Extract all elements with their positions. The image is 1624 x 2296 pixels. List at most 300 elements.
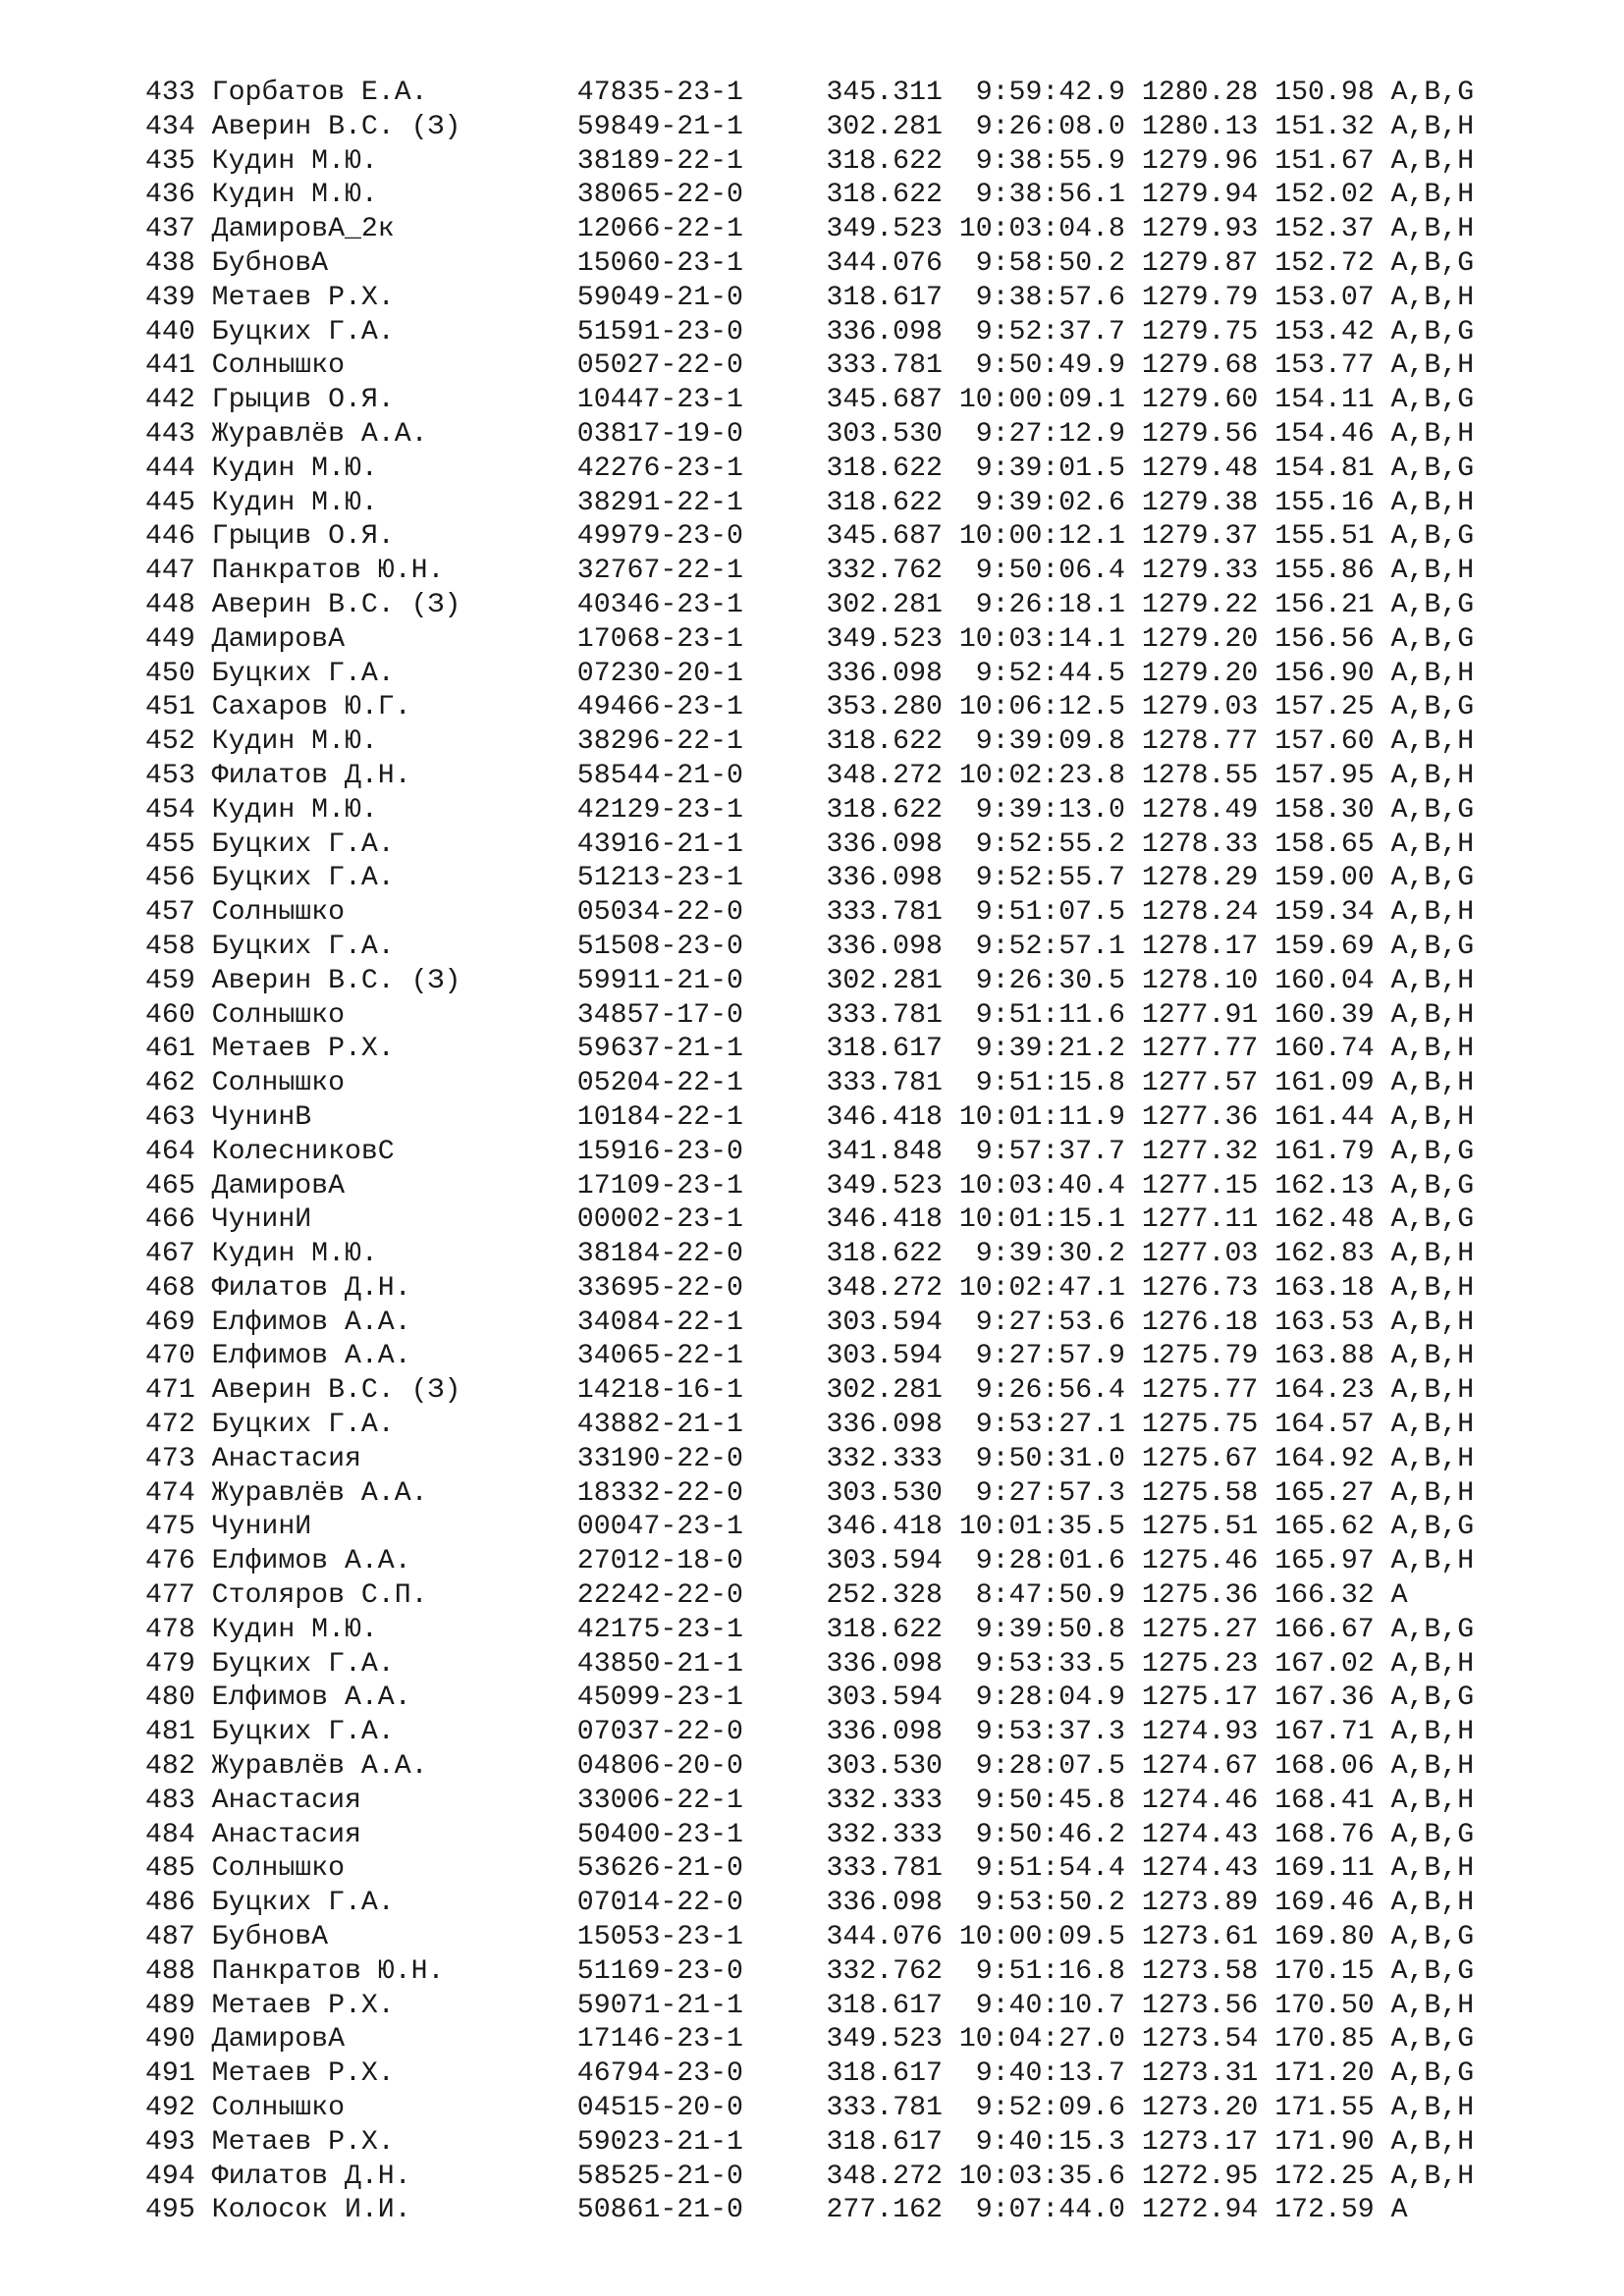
points: 168.06 [1274, 1751, 1375, 1783]
table-row [145, 179, 1474, 213]
points: 161.79 [1274, 1136, 1375, 1167]
participant-name: Кудин М.Ю. [211, 726, 378, 758]
classes: A,B,H [1390, 487, 1475, 518]
ring-number: 22242-22-0 [576, 1580, 743, 1612]
ring-number: 40346-23-1 [576, 589, 743, 620]
points: 164.57 [1274, 1410, 1375, 1441]
table-row [145, 1579, 1474, 1614]
points: 172.59 [1274, 2195, 1375, 2226]
speed: 1277.91 [1141, 999, 1259, 1031]
speed: 1275.77 [1141, 1375, 1259, 1407]
participant-name: Буцких Г.А. [211, 316, 395, 347]
ring-number: 34857-17-0 [576, 999, 743, 1031]
arrival-time: 10:00:09.1 [958, 385, 1125, 416]
distance: 332.762 [826, 556, 943, 587]
arrival-time: 10:00:12.1 [958, 521, 1125, 553]
place-number: 449 [145, 623, 195, 655]
points: 157.25 [1274, 692, 1375, 723]
distance: 303.594 [826, 1682, 943, 1714]
participant-name: Метаев Р.Х. [211, 282, 395, 313]
ring-number: 07037-22-0 [576, 1717, 743, 1748]
points: 160.04 [1274, 965, 1375, 996]
arrival-time: 9:39:50.8 [958, 1614, 1125, 1645]
speed: 1279.20 [1141, 658, 1259, 689]
ring-number: 07014-22-0 [576, 1888, 743, 1919]
classes: A,B,H [1390, 1785, 1475, 1816]
table-row [145, 1307, 1474, 1341]
speed: 1275.79 [1141, 1341, 1259, 1372]
ring-number: 17146-23-1 [576, 2024, 743, 2056]
participant-name: Кудин М.Ю. [211, 1614, 378, 1645]
participant-name: КолесниковС [211, 1136, 395, 1167]
participant-name: Столяров С.П. [211, 1580, 428, 1612]
classes: A,B,H [1390, 999, 1475, 1031]
distance: 333.781 [826, 2093, 943, 2124]
table-row [145, 623, 1474, 658]
distance: 348.272 [826, 1272, 943, 1304]
place-number: 489 [145, 1990, 195, 2021]
arrival-time: 9:39:02.6 [958, 487, 1125, 518]
ring-number: 03817-19-0 [576, 418, 743, 450]
table-row [145, 931, 1474, 965]
participant-name: Кудин М.Ю. [211, 1239, 378, 1270]
participant-name: Кудин М.Ю. [211, 180, 378, 211]
participant-name: Журавлёв А.А. [211, 1477, 428, 1509]
ring-number: 34084-22-1 [576, 1307, 743, 1338]
speed: 1277.57 [1141, 1068, 1259, 1099]
distance: 318.622 [826, 180, 943, 211]
points: 160.39 [1274, 999, 1375, 1031]
place-number: 453 [145, 760, 195, 791]
classes: A,B,H [1390, 556, 1475, 587]
points: 170.50 [1274, 1990, 1375, 2021]
ring-number: 12066-22-1 [576, 214, 743, 245]
classes: A,B,G [1390, 1204, 1475, 1236]
participant-name: Солнышко [211, 897, 345, 929]
place-number: 444 [145, 453, 195, 484]
ring-number: 59849-21-1 [576, 111, 743, 142]
table-row [145, 1238, 1474, 1272]
speed: 1273.17 [1141, 2126, 1259, 2158]
classes: A,B,H [1390, 418, 1475, 450]
table-row [145, 520, 1474, 555]
classes: A,B,H [1390, 180, 1475, 211]
classes: A,B,H [1390, 1888, 1475, 1919]
arrival-time: 8:47:50.9 [958, 1580, 1125, 1612]
place-number: 443 [145, 418, 195, 450]
points: 160.74 [1274, 1034, 1375, 1065]
table-row [145, 1955, 1474, 1990]
table-row [145, 965, 1474, 999]
table-row [145, 316, 1474, 350]
points: 154.46 [1274, 418, 1375, 450]
ring-number: 51213-23-1 [576, 863, 743, 894]
arrival-time: 9:50:31.0 [958, 1443, 1125, 1474]
speed: 1279.38 [1141, 487, 1259, 518]
table-row [145, 1648, 1474, 1682]
points: 169.46 [1274, 1888, 1375, 1919]
points: 162.13 [1274, 1170, 1375, 1201]
classes: A,B,H [1390, 2126, 1475, 2158]
classes: A,B,H [1390, 1375, 1475, 1407]
arrival-time: 9:53:37.3 [958, 1717, 1125, 1748]
arrival-time: 9:58:50.2 [958, 247, 1125, 279]
speed: 1280.13 [1141, 111, 1259, 142]
table-row [145, 1203, 1474, 1238]
arrival-time: 10:00:09.5 [958, 1922, 1125, 1953]
ring-number: 17109-23-1 [576, 1170, 743, 1201]
speed: 1279.68 [1141, 350, 1259, 382]
ring-number: 38065-22-0 [576, 180, 743, 211]
table-row [145, 2092, 1474, 2126]
classes: A,B,H [1390, 1477, 1475, 1509]
participant-name: БубновА [211, 1922, 329, 1953]
place-number: 467 [145, 1239, 195, 1270]
points: 153.77 [1274, 350, 1375, 382]
classes: A,B,G [1390, 1136, 1475, 1167]
place-number: 451 [145, 692, 195, 723]
ring-number: 05204-22-1 [576, 1068, 743, 1099]
points: 161.09 [1274, 1068, 1375, 1099]
distance: 318.617 [826, 2126, 943, 2158]
arrival-time: 9:39:13.0 [958, 794, 1125, 826]
table-row [145, 418, 1474, 453]
speed: 1279.96 [1141, 145, 1259, 177]
arrival-time: 9:38:55.9 [958, 145, 1125, 177]
speed: 1279.03 [1141, 692, 1259, 723]
participant-name: Солнышко [211, 999, 345, 1031]
ring-number: 59911-21-0 [576, 965, 743, 996]
speed: 1273.31 [1141, 2058, 1259, 2090]
table-row [145, 760, 1474, 794]
classes: A,B,H [1390, 1307, 1475, 1338]
arrival-time: 9:38:57.6 [958, 282, 1125, 313]
classes: A,B,H [1390, 214, 1475, 245]
participant-name: Буцких Г.А. [211, 1648, 395, 1680]
place-number: 492 [145, 2093, 195, 2124]
distance: 349.523 [826, 623, 943, 655]
speed: 1273.20 [1141, 2093, 1259, 2124]
classes: A,B,H [1390, 897, 1475, 929]
classes: A,B,G [1390, 521, 1475, 553]
distance: 302.281 [826, 965, 943, 996]
distance: 318.622 [826, 794, 943, 826]
distance: 302.281 [826, 1375, 943, 1407]
ring-number: 50400-23-1 [576, 1819, 743, 1850]
participant-name: Метаев Р.Х. [211, 1034, 395, 1065]
ring-number: 42175-23-1 [576, 1614, 743, 1645]
place-number: 493 [145, 2126, 195, 2158]
points: 159.00 [1274, 863, 1375, 894]
table-row [145, 1682, 1474, 1716]
distance: 302.281 [826, 589, 943, 620]
place-number: 438 [145, 247, 195, 279]
place-number: 479 [145, 1648, 195, 1680]
classes: A,B,H [1390, 282, 1475, 313]
points: 167.71 [1274, 1717, 1375, 1748]
participant-name: Елфимов А.А. [211, 1546, 411, 1577]
place-number: 474 [145, 1477, 195, 1509]
table-row [145, 2194, 1474, 2228]
table-row [145, 2023, 1474, 2057]
ring-number: 38184-22-0 [576, 1239, 743, 1270]
arrival-time: 9:52:44.5 [958, 658, 1125, 689]
arrival-time: 9:59:42.9 [958, 78, 1125, 108]
place-number: 433 [145, 78, 195, 108]
speed: 1274.67 [1141, 1751, 1259, 1783]
classes: A,B,H [1390, 1853, 1475, 1885]
ring-number: 43916-21-1 [576, 828, 743, 860]
arrival-time: 9:50:45.8 [958, 1785, 1125, 1816]
distance: 349.523 [826, 1170, 943, 1201]
arrival-time: 9:27:12.9 [958, 418, 1125, 450]
arrival-time: 10:06:12.5 [958, 692, 1125, 723]
speed: 1278.24 [1141, 897, 1259, 929]
classes: A,B,H [1390, 828, 1475, 860]
ring-number: 59049-21-0 [576, 282, 743, 313]
speed: 1273.54 [1141, 2024, 1259, 2056]
classes: A,B,H [1390, 2161, 1475, 2192]
participant-name: Аверин В.С. (З) [211, 589, 461, 620]
participant-name: Буцких Г.А. [211, 828, 395, 860]
classes: A,B,G [1390, 931, 1475, 962]
speed: 1279.37 [1141, 521, 1259, 553]
place-number: 477 [145, 1580, 195, 1612]
arrival-time: 9:28:04.9 [958, 1682, 1125, 1714]
place-number: 437 [145, 214, 195, 245]
participant-name: Грыцив О.Я. [211, 521, 395, 553]
speed: 1273.56 [1141, 1990, 1259, 2021]
arrival-time: 9:07:44.0 [958, 2195, 1125, 2226]
table-row [145, 999, 1474, 1034]
place-number: 464 [145, 1136, 195, 1167]
participant-name: БубновА [211, 247, 329, 279]
participant-name: Солнышко [211, 2093, 345, 2124]
distance: 318.617 [826, 2058, 943, 2090]
distance: 303.594 [826, 1307, 943, 1338]
speed: 1276.18 [1141, 1307, 1259, 1338]
ring-number: 49466-23-1 [576, 692, 743, 723]
ring-number: 58544-21-0 [576, 760, 743, 791]
place-number: 472 [145, 1410, 195, 1441]
participant-name: Анастасия [211, 1443, 361, 1474]
ring-number: 42276-23-1 [576, 453, 743, 484]
place-number: 442 [145, 385, 195, 416]
place-number: 439 [145, 282, 195, 313]
participant-name: Метаев Р.Х. [211, 2058, 395, 2090]
classes: A,B,G [1390, 589, 1475, 620]
arrival-time: 9:28:01.6 [958, 1546, 1125, 1577]
distance: 336.098 [826, 658, 943, 689]
participant-name: Грыцив О.Я. [211, 385, 395, 416]
distance: 303.530 [826, 418, 943, 450]
classes: A,B,H [1390, 111, 1475, 142]
distance: 336.098 [826, 931, 943, 962]
points: 165.97 [1274, 1546, 1375, 1577]
arrival-time: 9:39:30.2 [958, 1239, 1125, 1270]
speed: 1278.33 [1141, 828, 1259, 860]
table-row [145, 725, 1474, 760]
classes: A,B,H [1390, 965, 1475, 996]
arrival-time: 9:26:30.5 [958, 965, 1125, 996]
speed: 1279.56 [1141, 418, 1259, 450]
ring-number: 04515-20-0 [576, 2093, 743, 2124]
participant-name: Метаев Р.Х. [211, 2126, 395, 2158]
table-row [145, 794, 1474, 828]
participant-name: Филатов Д.Н. [211, 760, 411, 791]
arrival-time: 9:40:10.7 [958, 1990, 1125, 2021]
arrival-time: 9:52:55.7 [958, 863, 1125, 894]
ring-number: 43850-21-1 [576, 1648, 743, 1680]
participant-name: Аверин В.С. (З) [211, 965, 461, 996]
participant-name: Кудин М.Ю. [211, 487, 378, 518]
participant-name: Буцких Г.А. [211, 931, 395, 962]
table-row [145, 487, 1474, 521]
classes: A,B,G [1390, 453, 1475, 484]
classes: A,B,G [1390, 1922, 1475, 1953]
arrival-time: 9:26:18.1 [958, 589, 1125, 620]
arrival-time: 9:39:01.5 [958, 453, 1125, 484]
distance: 318.622 [826, 726, 943, 758]
table-row [145, 77, 1474, 111]
arrival-time: 9:52:09.6 [958, 2093, 1125, 2124]
arrival-time: 9:51:54.4 [958, 1853, 1125, 1885]
classes: A,B,G [1390, 78, 1475, 108]
arrival-time: 10:02:47.1 [958, 1272, 1125, 1304]
speed: 1275.67 [1141, 1443, 1259, 1474]
distance: 318.617 [826, 1034, 943, 1065]
points: 155.16 [1274, 487, 1375, 518]
table-row [145, 862, 1474, 896]
place-number: 478 [145, 1614, 195, 1645]
distance: 348.272 [826, 760, 943, 791]
ring-number: 51591-23-0 [576, 316, 743, 347]
distance: 303.594 [826, 1546, 943, 1577]
points: 164.92 [1274, 1443, 1375, 1474]
classes: A,B,H [1390, 145, 1475, 177]
table-row [145, 1067, 1474, 1101]
speed: 1275.46 [1141, 1546, 1259, 1577]
points: 170.85 [1274, 2024, 1375, 2056]
speed: 1274.93 [1141, 1717, 1259, 1748]
points: 155.86 [1274, 556, 1375, 587]
place-number: 436 [145, 180, 195, 211]
distance: 333.781 [826, 999, 943, 1031]
distance: 333.781 [826, 897, 943, 929]
participant-name: Филатов Д.Н. [211, 1272, 411, 1304]
points: 171.55 [1274, 2093, 1375, 2124]
distance: 332.333 [826, 1785, 943, 1816]
participant-name: Панкратов Ю.Н. [211, 1955, 445, 1987]
ring-number: 38189-22-1 [576, 145, 743, 177]
distance: 333.781 [826, 1853, 943, 1885]
speed: 1278.10 [1141, 965, 1259, 996]
ring-number: 07230-20-1 [576, 658, 743, 689]
classes: A,B,H [1390, 2093, 1475, 2124]
table-row [145, 1545, 1474, 1579]
distance: 336.098 [826, 1410, 943, 1441]
table-row [145, 1750, 1474, 1785]
table-row [145, 2126, 1474, 2161]
points: 152.02 [1274, 180, 1375, 211]
arrival-time: 10:03:14.1 [958, 623, 1125, 655]
points: 165.62 [1274, 1512, 1375, 1543]
ring-number: 38296-22-1 [576, 726, 743, 758]
table-row [145, 1340, 1474, 1374]
distance: 303.530 [826, 1477, 943, 1509]
points: 168.76 [1274, 1819, 1375, 1850]
participant-name: ДамировА [211, 623, 345, 655]
speed: 1279.75 [1141, 316, 1259, 347]
distance: 346.418 [826, 1512, 943, 1543]
place-number: 484 [145, 1819, 195, 1850]
arrival-time: 9:53:33.5 [958, 1648, 1125, 1680]
points: 153.07 [1274, 282, 1375, 313]
distance: 336.098 [826, 1717, 943, 1748]
participant-name: Анастасия [211, 1819, 361, 1850]
table-row [145, 453, 1474, 487]
classes: A,B,G [1390, 863, 1475, 894]
distance: 318.617 [826, 1990, 943, 2021]
classes: A,B,G [1390, 2058, 1475, 2090]
table-row [145, 145, 1474, 180]
place-number: 491 [145, 2058, 195, 2090]
classes: A,B,H [1390, 726, 1475, 758]
place-number: 448 [145, 589, 195, 620]
classes: A,B,G [1390, 1170, 1475, 1201]
speed: 1279.79 [1141, 282, 1259, 313]
participant-name: Елфимов А.А. [211, 1307, 411, 1338]
ring-number: 59023-21-1 [576, 2126, 743, 2158]
points: 166.67 [1274, 1614, 1375, 1645]
classes: A,B,G [1390, 1614, 1475, 1645]
points: 163.88 [1274, 1341, 1375, 1372]
place-number: 435 [145, 145, 195, 177]
participant-name: ЧунинВ [211, 1101, 312, 1133]
classes: A,B,G [1390, 794, 1475, 826]
arrival-time: 9:40:15.3 [958, 2126, 1125, 2158]
ring-number: 42129-23-1 [576, 794, 743, 826]
points: 150.98 [1274, 78, 1375, 108]
classes: A,B,G [1390, 385, 1475, 416]
classes: A,B,H [1390, 350, 1475, 382]
place-number: 452 [145, 726, 195, 758]
place-number: 495 [145, 2195, 195, 2226]
points: 151.67 [1274, 145, 1375, 177]
speed: 1275.75 [1141, 1410, 1259, 1441]
speed: 1273.61 [1141, 1922, 1259, 1953]
place-number: 473 [145, 1443, 195, 1474]
table-row [145, 1272, 1474, 1307]
participant-name: Анастасия [211, 1785, 361, 1816]
table-row [145, 691, 1474, 725]
distance: 341.848 [826, 1136, 943, 1167]
points: 162.48 [1274, 1204, 1375, 1236]
points: 156.90 [1274, 658, 1375, 689]
table-row [145, 1785, 1474, 1819]
place-number: 488 [145, 1955, 195, 1987]
speed: 1275.17 [1141, 1682, 1259, 1714]
arrival-time: 9:51:15.8 [958, 1068, 1125, 1099]
place-number: 483 [145, 1785, 195, 1816]
ring-number: 33190-22-0 [576, 1443, 743, 1474]
distance: 349.523 [826, 214, 943, 245]
distance: 318.617 [826, 282, 943, 313]
classes: A,B,G [1390, 316, 1475, 347]
participant-name: Кудин М.Ю. [211, 794, 378, 826]
arrival-time: 10:03:04.8 [958, 214, 1125, 245]
ring-number: 32767-22-1 [576, 556, 743, 587]
